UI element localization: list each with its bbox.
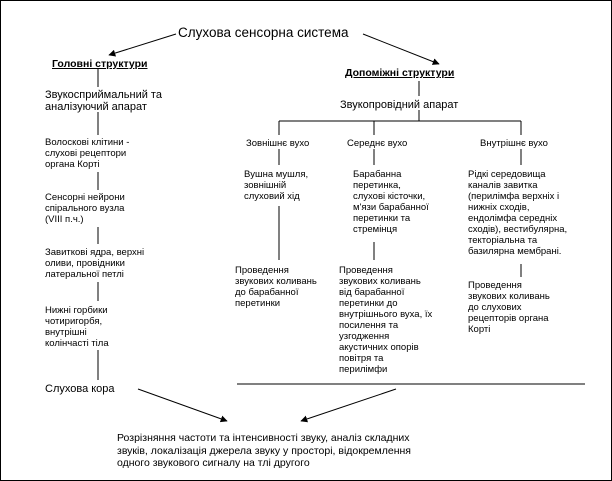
- inner-ear-function: Проведення звукових коливань до слухових рецепторів органа Корті: [468, 280, 550, 335]
- main-structures-header: Головні структури: [52, 58, 148, 70]
- outer-ear-label: Зовнішнє вухо: [246, 138, 310, 149]
- middle-ear-function: Проведення звукових коливань від барабанної перетинки до внутрішнього вуха, їх посилення та узгодження акустичних опорів повітря та перилімфи: [339, 265, 433, 375]
- arrow-aux-result: [301, 389, 396, 421]
- outer-ear-parts: Вушна мушля, зовнішній слуховий хід: [244, 169, 309, 202]
- middle-ear-parts: Барабанна перетинка, слухові кісточки, м'язи барабанної перетинки та стремінця: [353, 169, 429, 235]
- arrow-title-aux: [363, 34, 439, 64]
- main-item-spiral-ganglion: Сенсорні нейрони спірального вузла (VIII п.ч.): [45, 192, 125, 225]
- main-item-cochlear-nuclei: Завиткові ядра, верхні оливи, провідники латеральної петлі: [45, 247, 145, 280]
- outer-ear-function: Проведення звукових коливань до барабанної перетинки: [235, 265, 317, 309]
- aux-apparatus-title: Звукопровідний апарат: [340, 99, 459, 111]
- main-item-auditory-cortex: Слухова кора: [45, 383, 115, 395]
- result-text: Розрізняння частоти та інтенсивності звуку, аналіз складних звуків, локалізація джерела звуку у просторі, відокремлення одного звукового сигналу на тлі другого: [117, 432, 411, 469]
- arrow-main-result: [138, 389, 227, 421]
- arrow-title-main: [109, 34, 176, 55]
- inner-ear-label: Внутрішнє вухо: [480, 138, 548, 149]
- main-item-apparatus: Звукосприймальний та аналізуючий апарат: [45, 89, 162, 113]
- inner-ear-parts: Рідкі середовища каналів завитка (перилімфа верхніх і нижніх сходів, ендолімфа середніх сходів), вестибулярна, текторіальна та базилярна мембрані.: [468, 169, 568, 257]
- main-item-inferior-colliculi: Нижні горбики чотиригорбя, внутрішні колінчасті тіла: [45, 305, 109, 349]
- middle-ear-label: Середнє вухо: [347, 138, 408, 149]
- diagram-title: Слухова сенсорна система: [178, 25, 349, 40]
- aux-structures-header: Допоміжні структури: [345, 67, 455, 79]
- main-item-hair-cells: Волоскові клітини - слухові рецептори органа Корті: [45, 137, 130, 170]
